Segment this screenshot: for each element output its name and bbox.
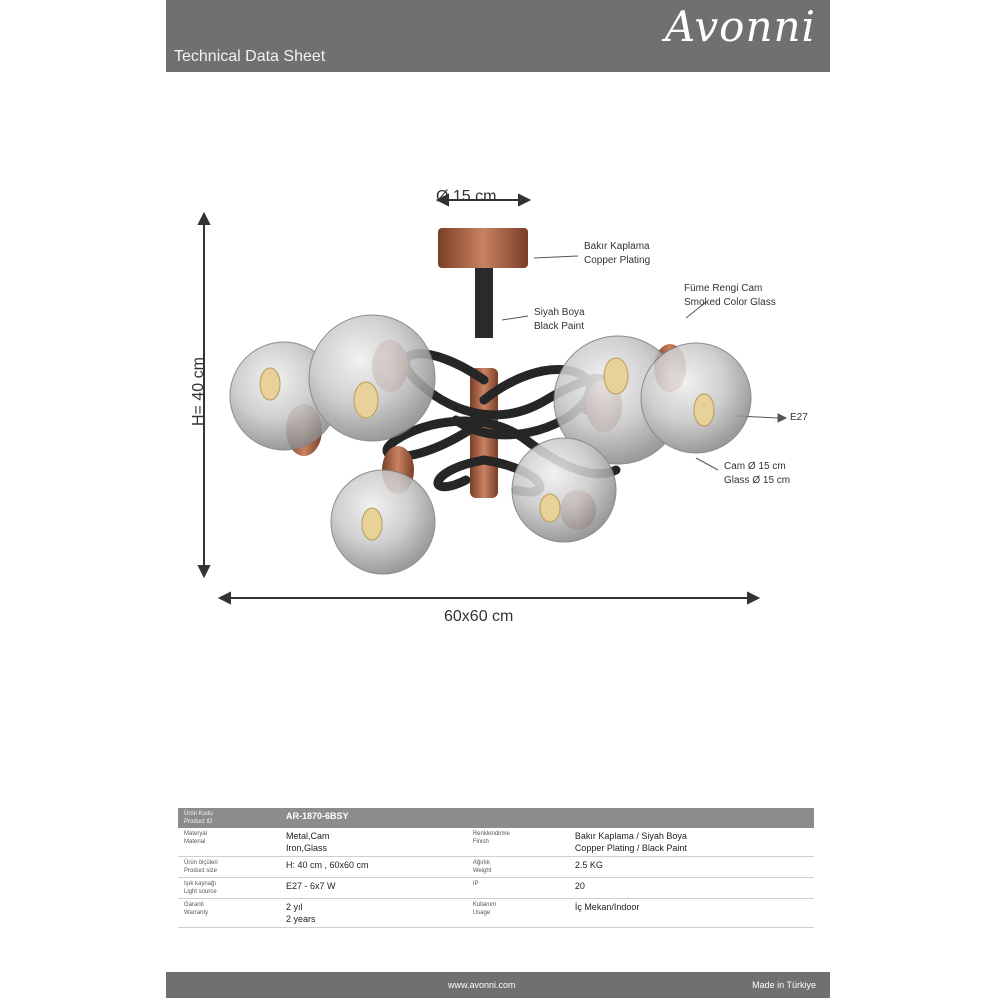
- website-link[interactable]: www.avonni.com: [448, 980, 516, 990]
- brand-logo: Avonni: [664, 2, 816, 51]
- spec-header-row: [178, 808, 814, 828]
- spec-table: [178, 808, 814, 928]
- spec-row: Materyal Material Metal,Cam Iron,Glass Renklendirme Finish Bakır Kaplama / Siyah Boya Copper Plating / Black Paint: [178, 828, 814, 857]
- spec-key: Ürün Kodu Product ID: [178, 808, 280, 828]
- callout-e27: E27: [790, 412, 808, 423]
- callout-smoked-glass: Füme Rengi Cam Smoked Color Glass: [684, 283, 776, 308]
- page-title: Technical Data Sheet: [174, 48, 326, 65]
- spec-row: Işık kaynağı Light source E27 - 6x7 W IP 20: [178, 878, 814, 899]
- callout-glass-size: Cam Ø 15 cm Glass Ø 15 cm: [724, 461, 791, 486]
- product-id: AR-1870-6BSY: [280, 808, 814, 828]
- chandelier-illustration: [166, 170, 830, 640]
- callout-black-paint: Siyah Boya Black Paint: [534, 307, 585, 332]
- made-in-label: Made in Türkiye: [752, 980, 816, 990]
- spec-row: Garanti Warranty 2 yıl 2 years Kullanım Usage İç Mekan/Indoor: [178, 899, 814, 928]
- height-label: H= 40 cm: [190, 357, 207, 426]
- footer-bar: [166, 972, 830, 998]
- width-label: 60x60 cm: [444, 608, 514, 625]
- diameter-label: Ø 15 cm: [436, 188, 497, 205]
- callout-copper: Bakır Kaplama Copper Plating: [584, 241, 651, 266]
- header-bar: [166, 0, 830, 72]
- product-drawing: [166, 170, 830, 640]
- spec-row: Ürün ölçüleri Product size H: 40 cm , 60x60 cm Ağırlık Weight 2.5 KG: [178, 857, 814, 878]
